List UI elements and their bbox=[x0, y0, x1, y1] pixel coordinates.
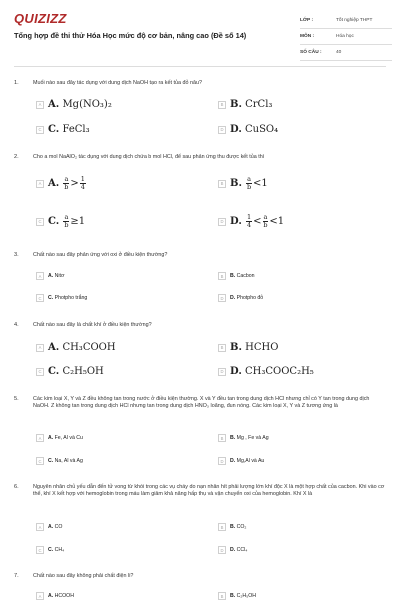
option-text: HCOOH bbox=[54, 593, 74, 599]
option-c[interactable] bbox=[36, 294, 87, 302]
relation: ≥1 bbox=[70, 216, 86, 227]
option-text: CrCl₃ bbox=[245, 99, 273, 110]
meta-value: Hóa học bbox=[336, 34, 354, 39]
meta-row-subject bbox=[300, 29, 392, 45]
option-a[interactable] bbox=[36, 434, 83, 442]
option-a[interactable] bbox=[36, 342, 116, 353]
option-box[interactable]: B bbox=[218, 272, 226, 280]
option-label: C. bbox=[48, 547, 54, 553]
option-text: CH₄ bbox=[54, 547, 65, 553]
option-text: CH₃COOC₂H₅ bbox=[244, 366, 314, 377]
option-c[interactable] bbox=[36, 366, 104, 377]
option-label: C. bbox=[48, 216, 60, 227]
option-box[interactable]: D bbox=[218, 546, 226, 554]
option-label: A. bbox=[48, 593, 54, 599]
meta-value: Tốt nghiệp THPT bbox=[336, 18, 373, 23]
question-text: Nguyên nhân chủ yếu dẫn đến tử vong từ khói trong các vụ cháy do nạn nhân hít phải lượng lớn khí độc X là một hợp chất của cacbon. Khi vào cơ thể, khí X kết hợp với hemoglobin trong máu làm giảm khả năng hấp thụ và vận chuyển oxi của hemoglobin. Khí X là bbox=[33, 484, 385, 498]
option-text: CO bbox=[54, 524, 63, 530]
relation: < bbox=[253, 216, 262, 227]
meta-label: MÔN : bbox=[300, 34, 315, 39]
option-box[interactable]: A bbox=[36, 180, 44, 188]
question-number: 5. bbox=[14, 396, 19, 402]
option-box[interactable]: D bbox=[218, 294, 226, 302]
option-box[interactable]: B bbox=[218, 592, 226, 600]
option-label: D. bbox=[230, 124, 242, 135]
option-box[interactable]: C bbox=[36, 126, 44, 134]
option-box[interactable]: A bbox=[36, 101, 44, 109]
option-text: CH₃COOH bbox=[62, 342, 116, 353]
option-box[interactable]: C bbox=[36, 218, 44, 226]
option-label: C. bbox=[48, 458, 54, 464]
option-box[interactable]: B bbox=[218, 344, 226, 352]
question-text: Muối nào sau đây tác dụng với dung dịch NaOH tạo ra kết tủa đỏ nâu? bbox=[33, 80, 202, 86]
option-box[interactable]: B bbox=[218, 523, 226, 531]
option-text: Fe, Al và Cu bbox=[54, 435, 83, 441]
question-number: 6. bbox=[14, 484, 19, 490]
option-b[interactable] bbox=[218, 523, 246, 531]
question-text: Các kim loại X, Y và Z đều không tan trong nước ở điều kiện thường. X và Y đều tan trong dung dịch HCl nhưng chỉ có Y tan trong dung dịch NaOH. Z không tan trong dung dịch HCl nhưng tan trong dung dịch HNO₃ loãng, đun nóng. Các kim loại X, Y và Z tương ứng là bbox=[33, 396, 370, 410]
option-a[interactable] bbox=[36, 272, 64, 280]
option-text: Na, Al và Ag bbox=[54, 458, 83, 464]
option-text: C₂H₅OH bbox=[62, 366, 104, 377]
relation: <1 bbox=[269, 216, 285, 227]
option-text: Nitơ bbox=[54, 273, 65, 279]
meta-table bbox=[300, 13, 392, 61]
option-text: FeCl₃ bbox=[62, 124, 90, 135]
fraction: $\frac{1}{4}$ bbox=[80, 175, 85, 191]
option-box[interactable]: A bbox=[36, 272, 44, 280]
option-label: D. bbox=[230, 295, 236, 301]
option-label: B. bbox=[230, 342, 242, 353]
option-label: D. bbox=[230, 547, 236, 553]
option-d[interactable] bbox=[218, 214, 284, 229]
option-label: A. bbox=[48, 273, 54, 279]
option-label: A. bbox=[48, 524, 54, 530]
option-text: CO₂ bbox=[236, 524, 247, 530]
option-a[interactable] bbox=[36, 99, 112, 110]
option-b[interactable] bbox=[218, 99, 272, 110]
meta-label: LỚP : bbox=[300, 18, 314, 23]
option-label: B. bbox=[230, 524, 236, 530]
option-c[interactable] bbox=[36, 214, 85, 229]
option-text: Cacbon bbox=[236, 273, 255, 279]
option-text: HCHO bbox=[245, 342, 279, 353]
option-a[interactable] bbox=[36, 523, 62, 531]
relation: <1 bbox=[253, 178, 268, 189]
option-text: Mg , Fe và Ag bbox=[236, 435, 269, 441]
question-text: Chất nào sau đây phản ứng với oxi ở điều kiện thường? bbox=[33, 252, 168, 258]
option-label: A. bbox=[48, 435, 54, 441]
option-box[interactable]: D bbox=[218, 218, 226, 226]
option-label: C. bbox=[48, 366, 60, 377]
option-label: C. bbox=[48, 295, 54, 301]
header-divider bbox=[14, 66, 386, 67]
meta-row-class bbox=[300, 13, 392, 29]
question-number: 2. bbox=[14, 154, 19, 160]
option-label: B. bbox=[230, 273, 236, 279]
option-box[interactable]: B bbox=[218, 434, 226, 442]
option-box[interactable]: C bbox=[36, 457, 44, 465]
option-box[interactable]: C bbox=[36, 546, 44, 554]
option-c[interactable] bbox=[36, 457, 83, 465]
option-c[interactable] bbox=[36, 546, 64, 554]
option-label: D. bbox=[230, 366, 242, 377]
option-box[interactable]: D bbox=[218, 457, 226, 465]
option-box[interactable]: A bbox=[36, 523, 44, 531]
option-text: Mg,Al và Au bbox=[236, 458, 265, 464]
option-box[interactable]: B bbox=[218, 101, 226, 109]
option-text: CuSO₄ bbox=[244, 124, 279, 135]
option-label: B. bbox=[230, 99, 242, 110]
option-text: Mg(NO₃)₂ bbox=[62, 99, 112, 110]
question-number: 7. bbox=[14, 573, 19, 579]
option-label: B. bbox=[230, 435, 236, 441]
option-text: Photpho đỏ bbox=[236, 295, 264, 301]
option-label: A. bbox=[48, 342, 60, 353]
meta-label: SỐ CÂU : bbox=[300, 50, 322, 55]
option-b[interactable] bbox=[218, 176, 268, 191]
option-box[interactable]: C bbox=[36, 368, 44, 376]
option-box[interactable]: A bbox=[36, 344, 44, 352]
option-c[interactable] bbox=[36, 124, 90, 135]
fraction: $\frac{a}{b}$ bbox=[246, 175, 252, 191]
question-number: 1. bbox=[14, 80, 19, 86]
option-b[interactable] bbox=[218, 272, 255, 280]
option-label: C. bbox=[48, 124, 60, 135]
option-label: D. bbox=[230, 458, 236, 464]
option-box[interactable]: D bbox=[218, 368, 226, 376]
question-text: Cho a mol NaAlO₂ tác dụng với dung dịch chứa b mol HCl, để sau phản ứng thu được kết tủa thì bbox=[33, 154, 265, 160]
option-d[interactable] bbox=[218, 366, 314, 377]
option-label: A. bbox=[48, 99, 60, 110]
option-box[interactable]: D bbox=[218, 126, 226, 134]
option-a[interactable] bbox=[36, 592, 74, 600]
question-text: Chất nào sau đây là chất khí ở điều kiện thường? bbox=[33, 322, 152, 328]
option-label: B. bbox=[230, 593, 236, 599]
fraction: $\frac{1}{4}$ bbox=[246, 213, 252, 229]
document-title: Tổng hợp đề thi thử Hóa Học mức độ cơ bản, nâng cao (Đề số 14) bbox=[14, 31, 247, 40]
option-box[interactable]: A bbox=[36, 434, 44, 442]
option-d[interactable] bbox=[218, 457, 264, 465]
option-d[interactable] bbox=[218, 546, 247, 554]
option-label: B. bbox=[230, 178, 242, 189]
page-header bbox=[0, 0, 400, 64]
option-label: D. bbox=[230, 216, 242, 227]
option-d[interactable] bbox=[218, 294, 263, 302]
option-b[interactable] bbox=[218, 342, 278, 353]
question-number: 4. bbox=[14, 322, 19, 328]
fraction: $\frac{a}{b}$ bbox=[64, 175, 69, 191]
option-text: C₂H₅OH bbox=[236, 593, 257, 599]
question-text: Chất nào sau đây không phải chất điện li? bbox=[33, 573, 134, 579]
meta-row-count bbox=[300, 45, 392, 61]
option-b[interactable] bbox=[218, 592, 256, 600]
option-box[interactable]: A bbox=[36, 592, 44, 600]
quizizz-logo: QUIZIZZ bbox=[14, 11, 67, 26]
meta-value: 40 bbox=[336, 50, 342, 55]
relation: > bbox=[70, 178, 79, 189]
option-box[interactable]: C bbox=[36, 294, 44, 302]
option-text: Photpho trắng bbox=[54, 295, 88, 301]
fraction: $\frac{a}{b}$ bbox=[64, 213, 69, 229]
question-number: 3. bbox=[14, 252, 19, 258]
option-b[interactable] bbox=[218, 434, 269, 442]
option-box[interactable]: B bbox=[218, 180, 226, 188]
option-label: A. bbox=[48, 178, 60, 189]
fraction: $\frac{a}{b}$ bbox=[263, 213, 268, 229]
option-d[interactable] bbox=[218, 124, 278, 135]
option-a[interactable] bbox=[36, 176, 87, 191]
option-text: CCl₄ bbox=[236, 547, 248, 553]
